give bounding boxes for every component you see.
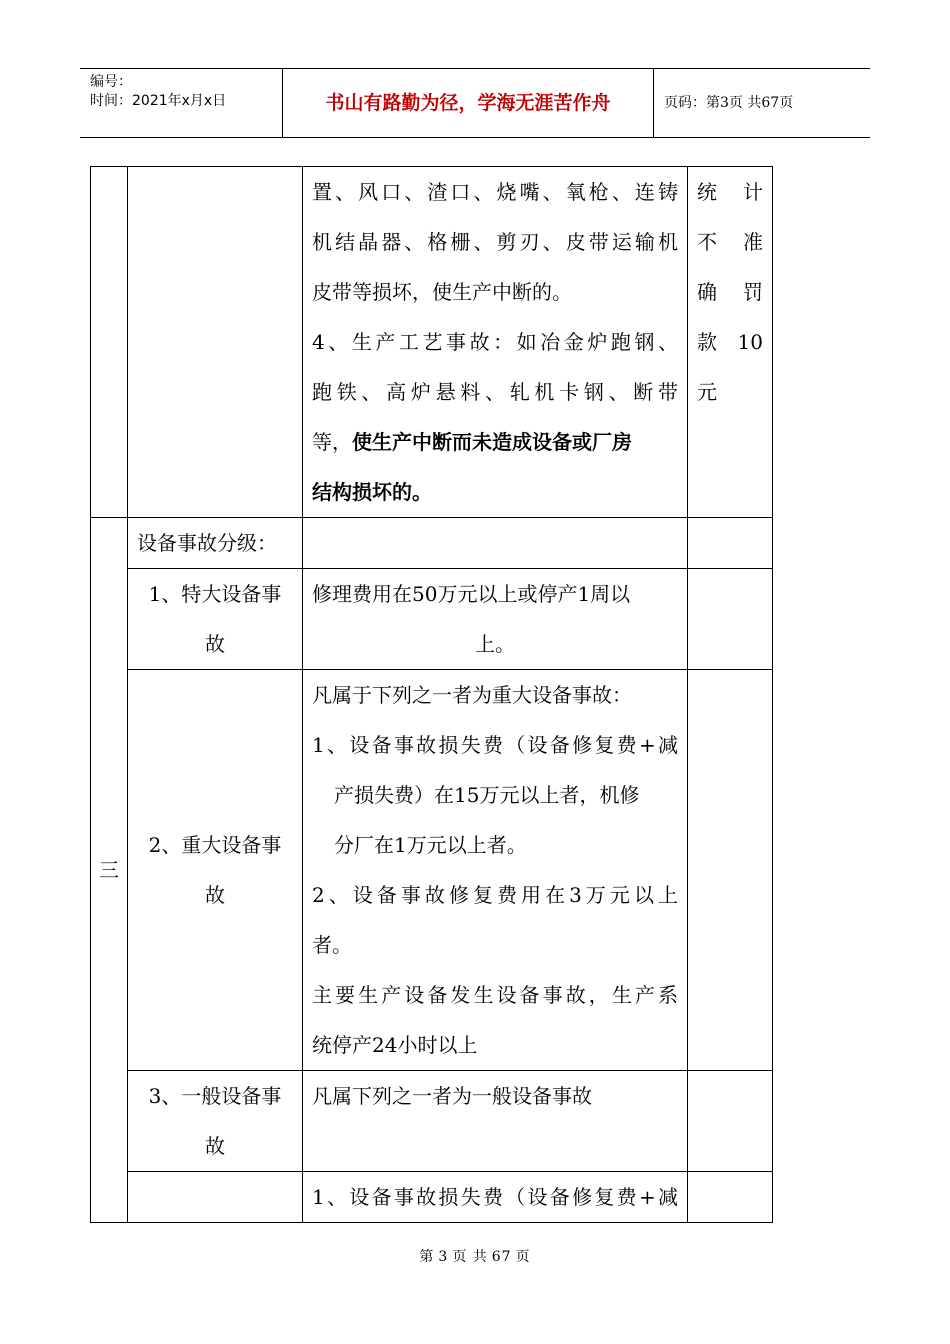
grade-name-line: 2、重大设备事 (148, 833, 282, 857)
page-num: 3 (720, 95, 729, 111)
desc-line: 皮带等损坏，使生产中断的。 (312, 280, 572, 304)
desc-line: 产损失费）在15万元以上者，机修 (334, 783, 640, 807)
table-row (91, 1172, 773, 1223)
footer-text: 页 共 (452, 1249, 488, 1265)
desc-line: 凡属于下列之一者为重大设备事故： (312, 683, 632, 707)
grade-name-line: 1、特大设备事 (148, 582, 282, 606)
footer-page-total: 67 (491, 1249, 512, 1265)
desc-bold: 使生产中断而未造成设备或厂房 (352, 430, 632, 454)
blank-cell (303, 518, 688, 569)
desc-line: 1、设备事故损失费（设备修复费+减 (312, 733, 678, 757)
page-total: 67 (761, 95, 780, 111)
remark-text: 款 (697, 330, 717, 354)
page-footer (0, 1246, 950, 1266)
desc-line: 置、风口、渣口、烧嘴、氧枪、连铸 (312, 180, 678, 204)
desc-line: 主要生产设备发生设备事故，生产系 (312, 983, 678, 1007)
motto: 书山有路勤为径，学海无涯苦作舟 (283, 69, 654, 137)
page-mid: 页 共 (728, 95, 762, 111)
grade-name-line: 故 (205, 1134, 225, 1158)
remark-text: 罚 (743, 280, 763, 304)
remark-text: 10 (737, 330, 763, 354)
table-row (91, 167, 773, 518)
blank-cell (128, 1172, 303, 1223)
table-row (91, 670, 773, 1071)
desc-line: 统停产24小时以上 (312, 1033, 478, 1057)
grade-name-special (128, 569, 303, 670)
remark-cell (688, 167, 773, 518)
grade-name-general (128, 1071, 303, 1172)
page-indicator (654, 69, 870, 137)
page-header (80, 68, 870, 138)
time-label: 时间：2021年x月x日 (90, 93, 227, 109)
remark-text: 确 (697, 280, 717, 304)
grade-desc-major (303, 670, 688, 1071)
desc-line: 4、生产工艺事故：如冶金炉跑钢、 (312, 330, 678, 354)
desc-line: 机结晶器、格栅、剪刃、皮带运输机 (312, 230, 678, 254)
section-number: 三 (91, 518, 128, 1223)
continued-desc (303, 167, 688, 518)
remark-text: 准 (743, 230, 763, 254)
remark-text: 计 (743, 180, 763, 204)
grade-name-major (128, 670, 303, 1071)
table-row (91, 1071, 773, 1172)
desc-line: 跑铁、高炉悬料、轧机卡钢、断带 (312, 380, 678, 404)
remark-text: 统 (697, 180, 717, 204)
grade-name-line: 故 (205, 883, 225, 907)
grade-name-line: 故 (205, 632, 225, 656)
grade-desc-general: 凡属下列之一者为一般设备事故 (303, 1071, 688, 1172)
blank-cell (128, 167, 303, 518)
table-row (91, 569, 773, 670)
desc-line: 1、设备事故损失费（设备修复费+减 (312, 1185, 678, 1209)
desc-bold-line: 结构损坏的。 (312, 480, 432, 504)
page-label: 页码：第 (664, 95, 720, 111)
blank-cell (91, 167, 128, 518)
grade-desc-special (303, 569, 688, 670)
table-row (91, 518, 773, 569)
accident-table (90, 166, 773, 1223)
desc-line: 2、设备事故修复费用在3万元以上 (312, 883, 678, 907)
desc-line: 修理费用在50万元以上或停产1周以 (312, 582, 631, 606)
remark-text: 元 (697, 380, 717, 404)
blank-cell (688, 1071, 773, 1172)
desc-line: 分厂在1万元以上者。 (334, 833, 527, 857)
desc-line: 上。 (475, 632, 515, 656)
footer-text: 页 (515, 1249, 531, 1265)
page-end: 页 (779, 95, 794, 111)
header-meta (80, 69, 283, 137)
blank-cell (688, 569, 773, 670)
grade-name-line: 3、一般设备事 (148, 1084, 282, 1108)
footer-page-num: 3 (438, 1249, 449, 1265)
blank-cell (688, 518, 773, 569)
general-item-desc (303, 1172, 688, 1223)
footer-text: 第 (419, 1249, 435, 1265)
blank-cell (688, 670, 773, 1071)
classify-title: 设备事故分级： (128, 518, 303, 569)
desc-line: 者。 (312, 933, 352, 957)
remark-text: 不 (697, 230, 717, 254)
desc-plain: 等， (312, 430, 352, 454)
blank-cell (688, 1172, 773, 1223)
code-label: 编号： (90, 74, 132, 90)
